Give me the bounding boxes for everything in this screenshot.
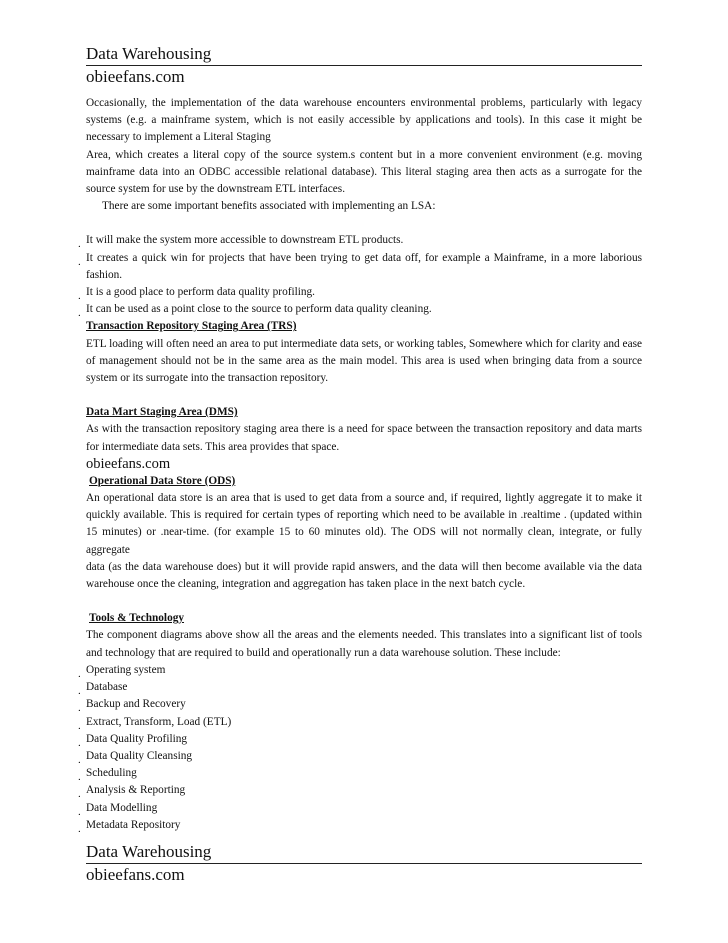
intro-paragraph-2: Area, which creates a literal copy of the source system.s content but in a more convenient environment (e.g. moving mainframe data into an ODBC accessible relational database). This literal staging area then acts as a surrogate for the source system for use by the downstream ETL interfaces. <box>86 148 642 196</box>
bullet-icon: . <box>78 805 81 818</box>
bullet-icon: . <box>78 702 81 715</box>
dms-body: As with the transaction repository staging area there is a need for space between the transaction repository and data marts for intermediate data sets. This area provides that space. <box>86 423 642 453</box>
bullet-icon: . <box>78 719 81 732</box>
list-item <box>78 714 642 732</box>
bullet-icon: . <box>78 771 81 784</box>
bullet-icon: . <box>78 822 81 835</box>
list-item-text: Data Modelling <box>86 801 158 814</box>
list-item <box>78 284 642 303</box>
list-item-text: Backup and Recovery <box>86 698 186 711</box>
footer-site: obieefans.com <box>86 865 185 884</box>
list-item <box>78 662 642 680</box>
bullet-icon: . <box>78 307 81 320</box>
list-item <box>78 731 642 749</box>
list-item <box>78 782 642 801</box>
page-footer <box>86 842 642 893</box>
bullet-icon: . <box>78 238 81 251</box>
list-item <box>78 765 642 784</box>
list-item <box>78 800 642 818</box>
header-title: Data Warehousing <box>86 44 642 66</box>
list-item-text: It creates a quick win for projects that have been trying to get data off, for example a Mainframe, in a more laborious fashion. <box>86 251 642 281</box>
bullet-icon: . <box>78 685 81 698</box>
bullet-icon: . <box>78 255 81 268</box>
trs-heading: Transaction Repository Staging Area (TRS) <box>86 320 297 333</box>
list-item-text: It will make the system more accessible to downstream ETL products. <box>86 234 404 247</box>
list-item-text: Extract, Transform, Load (ETL) <box>86 715 232 728</box>
list-item-text: Data Quality Cleansing <box>86 749 193 762</box>
list-item-text: Operating system <box>86 663 166 676</box>
tools-body: The component diagrams above show all the areas and the elements needed. This translates into a significant list of tools and technology that are required to build and operationally run a data warehouse solution. These include: <box>86 629 642 659</box>
list-item <box>78 679 642 698</box>
list-item-text: Metadata Repository <box>86 818 181 831</box>
mid-site: obieefans.com <box>86 455 171 472</box>
lsa-benefits-list <box>78 232 642 320</box>
document-page <box>78 44 642 835</box>
spacer <box>86 593 642 610</box>
list-item <box>78 696 642 715</box>
list-item <box>78 817 642 835</box>
list-item <box>78 250 642 284</box>
tools-heading: Tools & Technology <box>89 612 185 625</box>
list-item <box>78 748 642 766</box>
bullet-icon: . <box>78 667 81 680</box>
header-site: obieefans.com <box>86 67 185 86</box>
dms-heading: Data Mart Staging Area (DMS) <box>86 406 238 419</box>
ods-heading: Operational Data Store (ODS) <box>89 474 236 487</box>
list-item-text: Scheduling <box>86 767 137 780</box>
list-item-text: It can be used as a point close to the source to perform data quality cleaning. <box>86 303 432 316</box>
bullet-icon: . <box>78 788 81 801</box>
list-item-text: Data Quality Profiling <box>86 732 188 745</box>
intro-paragraph-3: There are some important benefits associated with implementing an LSA: <box>102 200 436 213</box>
bullet-icon: . <box>78 753 81 766</box>
intro-paragraph-1: Occasionally, the implementation of the data warehouse encounters environmental problems, particularly with legacy systems (e.g. a mainframe system, which is not easily accessible by applications and tools). In this case it might be necessary to implement a Literal Staging <box>86 97 642 144</box>
ods-body-2: data (as the data warehouse does) but it will provide rapid answers, and the data will then become available via the data warehouse once the cleaning, integration and aggregation has taken place in the next batch cycle. <box>86 560 642 591</box>
list-item-text: Database <box>86 681 128 694</box>
list-item <box>78 232 642 251</box>
bullet-icon: . <box>78 290 81 303</box>
spacer <box>86 215 642 232</box>
tools-list <box>78 662 642 835</box>
spacer <box>86 387 642 404</box>
list-item-text: Analysis & Reporting <box>86 784 186 797</box>
list-item-text: It is a good place to perform data quality profiling. <box>86 286 316 299</box>
ods-body-1: An operational data store is an area that is used to get data from a source and, if required, lightly aggregate it to make it quickly available. This is required for certain types of reporting which need to be available in .realtime . (updated within 15 minutes) or .near-time. (for example 15 to 60 minutes old). The ODS will not normally clean, integrate, or fully aggregate <box>86 492 642 556</box>
footer-title: Data Warehousing <box>86 842 642 864</box>
list-item <box>78 301 642 320</box>
trs-body: ETL loading will often need an area to put intermediate data sets, or working tables, Somewhere which for clarity and ease of management should not be in the same area as the main model. This area is used when bringing data from a source system or its surrogate into the transaction repository. <box>86 337 642 385</box>
bullet-icon: . <box>78 736 81 749</box>
